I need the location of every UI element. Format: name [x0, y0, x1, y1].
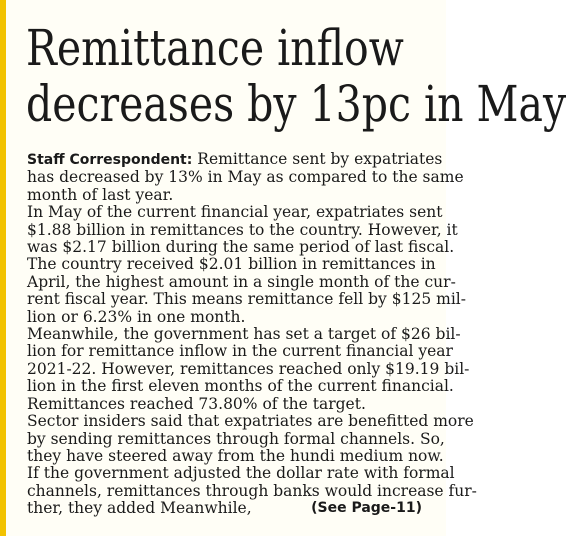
- article-line-20: channels, remittances through banks would increase fur-: [27, 481, 477, 500]
- article-line-3: month of last year.: [27, 185, 174, 204]
- article-line-13: 2021-22. However, remittances reached only $19.19 bil-: [27, 359, 470, 378]
- article-line-19: If the government adjusted the dollar rate with formal: [27, 464, 455, 483]
- headline-line-2: decreases by 13pc in May: [26, 75, 566, 133]
- article-line-2: has decreased by 13% in May as compared to the same: [27, 168, 464, 187]
- article-line-17: by sending remittances through formal channels. So,: [27, 429, 445, 448]
- headline-line-1: Remittance inflow: [26, 19, 404, 77]
- article-body: [27, 150, 477, 518]
- headline: [26, 19, 566, 133]
- article-line-21: [27, 500, 422, 517]
- article-line-10: lion or 6.23% in one month.: [27, 307, 246, 326]
- article-line-4: In May of the current financial year, expatriates sent: [27, 203, 443, 222]
- article-line-15: Remittances reached 73.80% of the target.: [27, 394, 366, 413]
- byline: Staff Correspondent:: [27, 152, 193, 168]
- article-line-14: lion in the first eleven months of the current financial.: [27, 377, 454, 396]
- article-line-9: rent fiscal year. This means remittance fell by $125 mil-: [27, 290, 466, 309]
- article-line-18: they have steered away from the hundi medium now.: [27, 446, 444, 465]
- article-line-1-text: Remittance sent by expatriates: [192, 150, 443, 168]
- article-line-7: The country received $2.01 billion in remittances in: [27, 255, 436, 274]
- article-line-5: $1.88 billion in remittances to the country. However, it: [27, 220, 458, 239]
- article-line-11: Meanwhile, the government has set a target of $26 bil-: [27, 325, 461, 344]
- continuation-link: (See Page-11): [311, 500, 422, 517]
- article-line-12: lion for remittance inflow in the current financial year: [27, 342, 453, 361]
- article-line-1: [27, 150, 443, 169]
- article-line-8: April, the highest amount in a single month of the cur-: [27, 272, 456, 291]
- article-line-16: Sector insiders said that expatriates are benefitted more: [27, 412, 474, 431]
- article-line-6: was $2.17 billion during the same period of last fiscal.: [27, 238, 455, 257]
- article-line-21-text: ther, they added Meanwhile,: [27, 499, 252, 518]
